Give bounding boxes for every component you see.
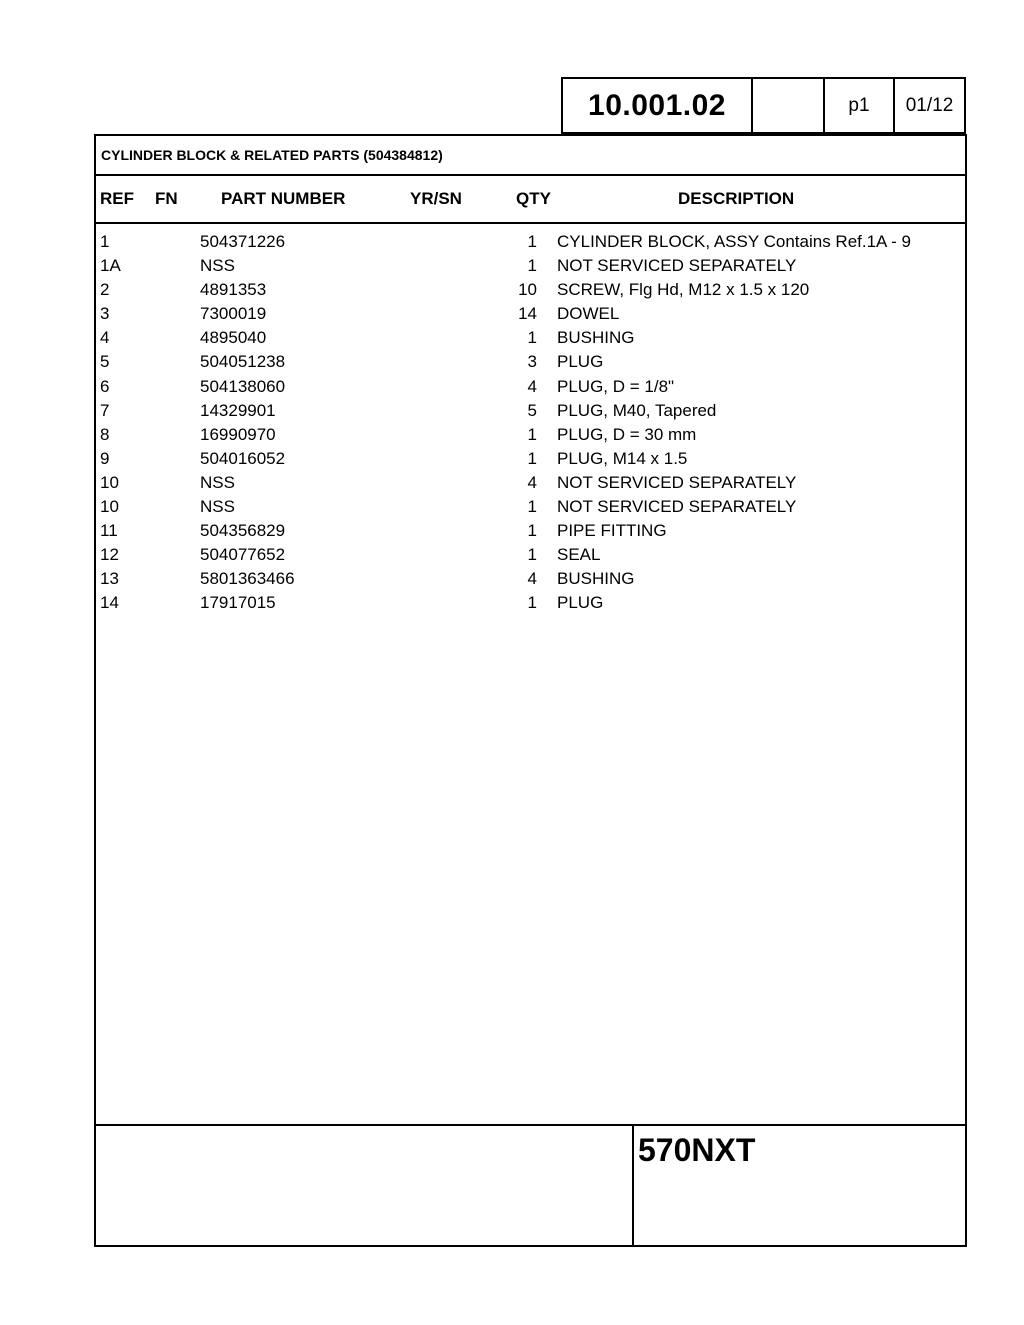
row-qty: 1 [527, 328, 537, 348]
table-row [96, 279, 965, 303]
row-qty: 1 [527, 424, 537, 444]
header-blank-cell [753, 79, 825, 132]
row-description: PLUG, M40, Tapered [557, 400, 717, 420]
row-description: NOT SERVICED SEPARATELY [557, 497, 797, 517]
column-headers [96, 176, 965, 224]
row-qty: 3 [527, 352, 537, 372]
row-qty: 1 [527, 232, 537, 251]
row-description: PLUG, M14 x 1.5 [557, 448, 688, 468]
row-description: BUSHING [557, 569, 635, 589]
section-title: CYLINDER BLOCK & RELATED PARTS (504384812) [96, 136, 965, 176]
row-description: NOT SERVICED SEPARATELY [557, 472, 797, 492]
row-ref: 5 [100, 352, 110, 372]
row-qty: 4 [527, 376, 537, 396]
row-part-number: 504077652 [200, 545, 286, 565]
row-part-number: 14329901 [200, 400, 276, 420]
col-header-description: DESCRIPTION [678, 189, 795, 208]
row-ref: 12 [100, 545, 119, 565]
row-qty: 10 [518, 280, 537, 300]
table-row [96, 592, 965, 616]
row-description: PLUG, D = 1/8" [557, 376, 675, 396]
page-header-box [561, 77, 966, 134]
row-part-number: 504371226 [200, 232, 286, 251]
row-ref: 1A [100, 256, 121, 276]
issue-date: 01/12 [905, 94, 954, 116]
row-ref: 7 [100, 400, 110, 420]
footer-left-panel [96, 1126, 634, 1245]
table-row [96, 544, 965, 568]
table-row [96, 568, 965, 592]
row-description: PIPE FITTING [557, 521, 667, 541]
row-ref: 14 [100, 593, 119, 613]
row-ref: 11 [100, 521, 118, 541]
row-ref: 10 [100, 497, 119, 517]
table-row [96, 448, 965, 472]
row-part-number: 5801363466 [200, 569, 295, 589]
row-description: DOWEL [557, 304, 620, 324]
row-description: NOT SERVICED SEPARATELY [557, 256, 797, 276]
row-ref: 3 [100, 304, 110, 324]
table-row [96, 351, 965, 375]
row-description: PLUG, D = 30 mm [557, 424, 697, 444]
table-row [96, 255, 965, 279]
row-ref: 8 [100, 424, 110, 444]
row-part-number: NSS [200, 497, 235, 517]
table-row [96, 520, 965, 544]
row-qty: 5 [527, 400, 537, 420]
table-row [96, 472, 965, 496]
col-header-ref: REF [100, 189, 134, 208]
parts-table-frame [94, 134, 967, 1247]
row-part-number: 504016052 [200, 448, 286, 468]
row-part-number: 7300019 [200, 304, 267, 324]
row-qty: 1 [527, 497, 537, 517]
row-part-number: NSS [200, 256, 235, 276]
row-description: SCREW, Flg Hd, M12 x 1.5 x 120 [557, 280, 810, 300]
section-code: 10.001.02 [563, 79, 753, 132]
col-header-yr-sn: YR/SN [410, 189, 462, 208]
parts-list [96, 224, 965, 617]
table-row [96, 400, 965, 424]
row-ref: 4 [100, 328, 110, 348]
row-qty: 4 [527, 569, 537, 589]
row-part-number: 4891353 [200, 280, 267, 300]
row-part-number: 4895040 [200, 328, 267, 348]
footer-right-panel [634, 1126, 965, 1245]
row-ref: 13 [100, 569, 119, 589]
col-header-qty: QTY [516, 189, 551, 208]
table-row [96, 327, 965, 351]
row-ref: 1 [100, 232, 110, 251]
col-header-part-number: PART NUMBER [221, 189, 346, 208]
table-row [96, 424, 965, 448]
row-description: CYLINDER BLOCK, ASSY Contains Ref.1A - 9 [557, 232, 912, 251]
row-part-number: 17917015 [200, 593, 276, 613]
row-qty: 1 [527, 545, 537, 565]
row-ref: 2 [100, 280, 110, 300]
row-part-number: 504138060 [200, 376, 286, 396]
page-number: p1 [825, 79, 895, 132]
table-row [96, 303, 965, 327]
col-header-fn: FN [155, 189, 178, 208]
row-ref: 6 [100, 376, 110, 396]
page-footer [96, 1124, 965, 1245]
row-part-number: 504051238 [200, 352, 286, 372]
row-description: SEAL [557, 545, 601, 565]
table-row [96, 496, 965, 520]
row-description: BUSHING [557, 328, 635, 348]
row-ref: 10 [100, 472, 119, 492]
row-qty: 1 [527, 256, 537, 276]
row-description: PLUG [557, 352, 604, 372]
row-qty: 14 [518, 304, 537, 324]
row-part-number: 16990970 [200, 424, 276, 444]
row-qty: 1 [527, 448, 537, 468]
row-part-number: 504356829 [200, 521, 286, 541]
row-qty: 4 [527, 472, 537, 492]
table-row [96, 376, 965, 400]
row-description: PLUG [557, 593, 604, 613]
row-part-number: NSS [200, 472, 235, 492]
model-name: 570NXT [638, 1132, 756, 1168]
row-ref: 9 [100, 448, 110, 468]
row-qty: 1 [527, 593, 537, 613]
table-row [96, 231, 965, 255]
row-qty: 1 [527, 521, 537, 541]
